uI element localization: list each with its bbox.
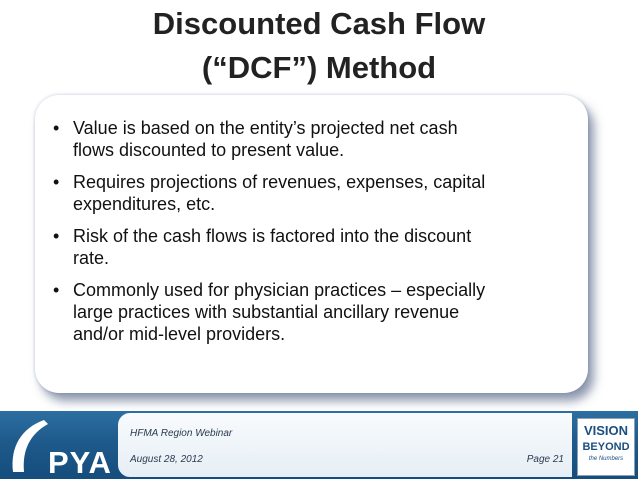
logo-word: BEYOND [582,441,630,453]
footer-date: August 28, 2012 [130,454,203,465]
title-line-2: (“DCF”) Method [201,50,437,85]
bullet-line: large practices with substantial ancillary revenue [73,302,460,322]
logo-tagline: the Numbers [588,456,624,462]
bullet-item [53,171,578,215]
page-number: Page 21 [526,454,564,465]
bullet-line: Requires projections of revenues, expenses, capital [73,172,486,192]
slide-title [0,2,638,90]
bullet-line: flows discounted to present value. [73,140,345,160]
bullet-item [53,225,578,269]
bullet-line: Commonly used for physician practices – especially [73,280,486,300]
footer-panel [118,413,572,477]
bullet-item [53,279,578,345]
bullet-dot: • [53,118,60,138]
bullet-item [53,117,578,161]
bullet-line: Value is based on the entity’s projected net cash [73,118,458,138]
bullet-line: and/or mid-level providers. [73,324,286,344]
bullet-line: rate. [73,248,110,268]
bullet-dot: • [53,226,60,246]
vision-beyond-logo [577,418,635,476]
bullet-list [53,117,578,355]
bullet-dot: • [53,280,60,300]
bullet-line: expenditures, etc. [73,194,216,214]
bullet-line: Risk of the cash flows is factored into the discount [73,226,472,246]
bullet-dot: • [53,172,60,192]
pya-logo: PYA [48,445,112,480]
pya-logo-swoosh-icon [4,414,50,476]
logo-word: VISION [583,423,629,438]
footer-event: HFMA Region Webinar [130,428,233,439]
title-line-1: Discounted Cash Flow [152,6,486,41]
